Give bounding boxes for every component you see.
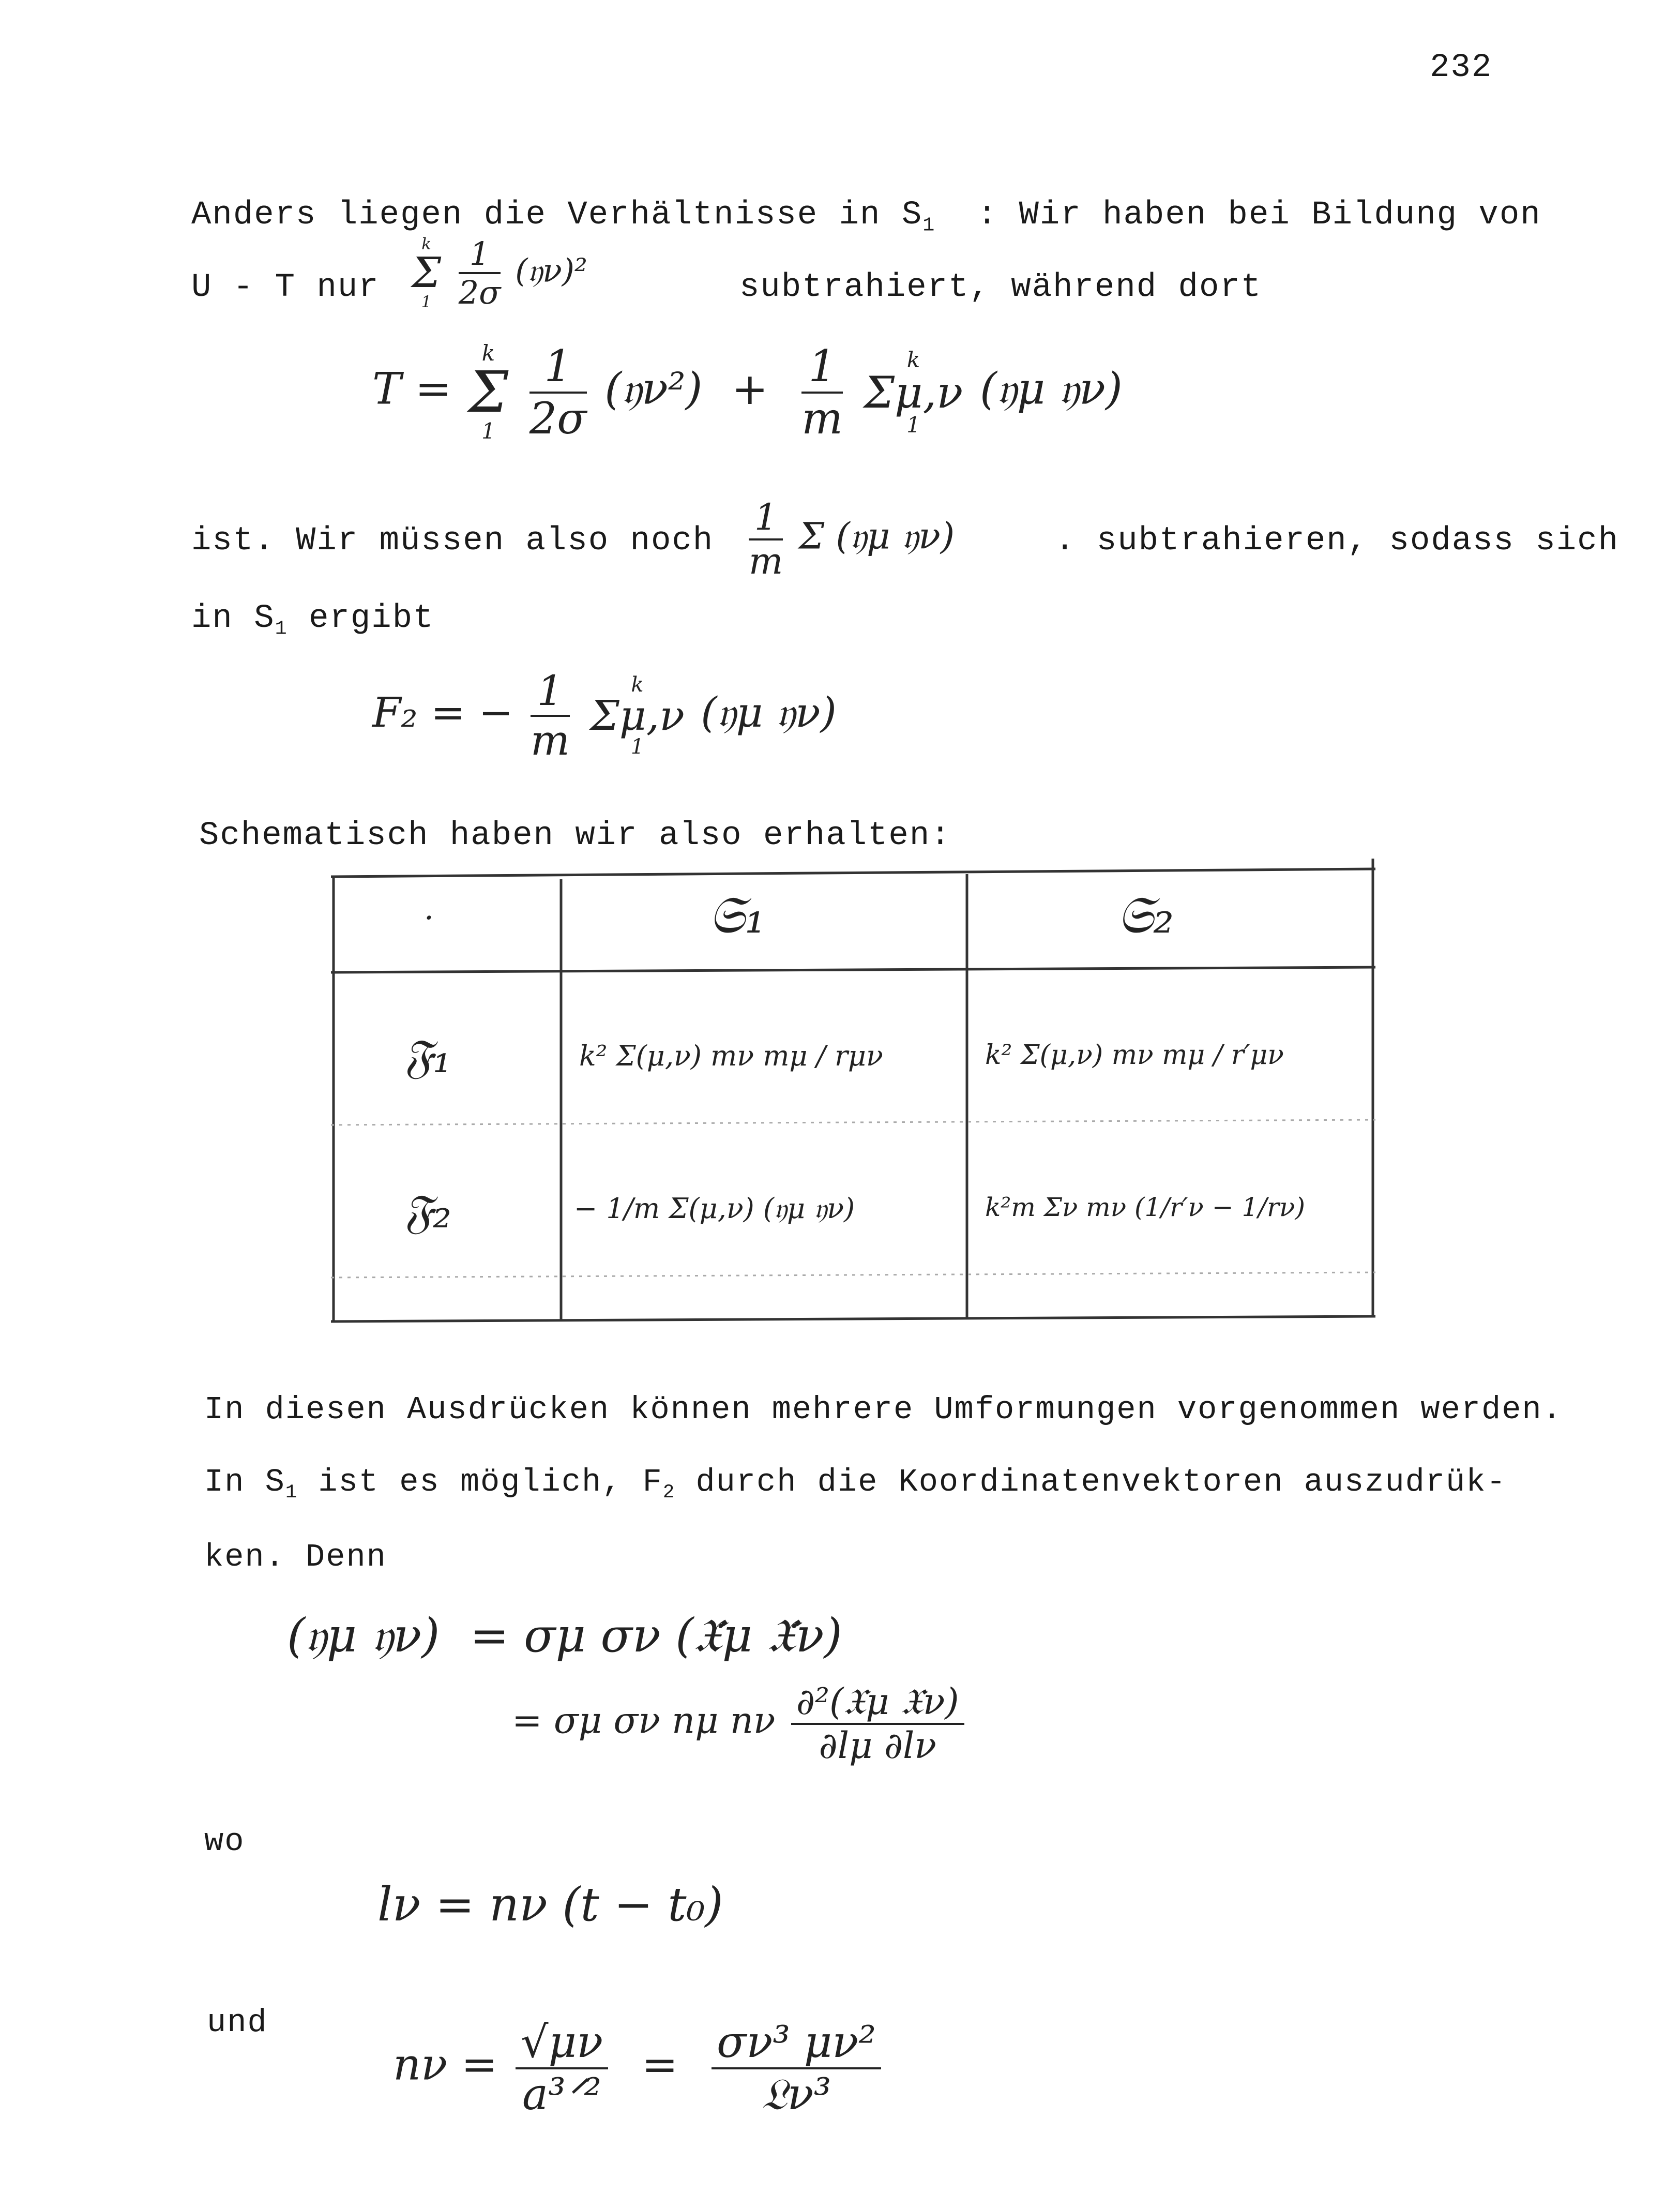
fraction-denominator: 2σ bbox=[529, 393, 587, 444]
text-wo: wo bbox=[204, 1823, 245, 1860]
n-nu-equals: nν = bbox=[393, 2039, 498, 2090]
table-header-s2: 𝔖₂ bbox=[1117, 884, 1174, 945]
fraction-denominator: m bbox=[530, 716, 570, 764]
table-cell-F1-S1: k² Σ(μ,ν) mν mμ / rμν bbox=[579, 1040, 883, 1072]
s1-subscript: 1 bbox=[285, 1482, 298, 1504]
equation-2-prefix: = σμ σν nμ nν bbox=[512, 1699, 776, 1742]
text-line-4-start: in S bbox=[191, 600, 275, 637]
text-line-4-end: ergibt bbox=[309, 600, 434, 637]
sum-lower-limit: 1 bbox=[481, 418, 495, 444]
table-row-label-F1: 𝔉₁ bbox=[403, 1029, 452, 1084]
equation-2-numerator: ∂²(𝔛μ 𝔛ν) bbox=[791, 1681, 964, 1725]
text-line-3-end: . subtrahieren, sodass sich bbox=[1055, 522, 1619, 560]
fraction-denominator: m bbox=[749, 539, 783, 582]
equation-l-nu: lν = nν (t − t₀) bbox=[377, 1877, 723, 1932]
sum-upper-limit: k bbox=[631, 673, 644, 697]
sum-sign: Σ bbox=[468, 359, 509, 425]
fraction-numerator: 1 bbox=[801, 341, 843, 394]
fraction-denominator: m bbox=[801, 393, 843, 444]
y-mu-y-nu: (𝔶μ 𝔶ν) bbox=[836, 515, 955, 558]
text-line-7-middle: ist es möglich, F bbox=[318, 1464, 663, 1500]
text-und: und bbox=[207, 2004, 268, 2041]
y-mu-y-nu: (𝔶μ 𝔶ν) bbox=[701, 688, 837, 737]
table-cell-F2-S2: k²m Σν mν (1/r′ν − 1/rν) bbox=[985, 1192, 1305, 1222]
fraction-numerator: 1 bbox=[529, 341, 587, 394]
sum-lower-limit: 1 bbox=[421, 292, 432, 311]
sum-sign: Σμ,ν bbox=[590, 692, 685, 740]
f2-subscript: 2 bbox=[662, 1482, 676, 1504]
text-line-3-start: ist. Wir müssen also noch bbox=[191, 522, 714, 560]
s1-subscript: 1 bbox=[922, 214, 936, 237]
sum-lower-limit: 1 bbox=[630, 735, 644, 759]
sum-sign: Σ bbox=[798, 515, 825, 558]
text-line-7-end: durch die Koordinatenvektoren auszudrük- bbox=[695, 1464, 1507, 1500]
sum-upper-limit: k bbox=[906, 347, 920, 372]
fraction-numerator: 1 bbox=[749, 497, 783, 540]
table-corner-mark: · bbox=[424, 900, 434, 936]
sum-lower-limit: 1 bbox=[906, 412, 920, 438]
text-line-2-end: subtrahiert, während dort bbox=[739, 269, 1262, 306]
sum-upper-limit: k bbox=[481, 340, 495, 366]
text-line-1-end: : Wir haben bei Bildung von bbox=[977, 197, 1541, 234]
fraction-denominator-L: 𝔏ν³ bbox=[761, 2068, 831, 2120]
y-mu-y-nu: (𝔶μ 𝔶ν) bbox=[980, 363, 1123, 414]
table-header-s1: 𝔖₁ bbox=[708, 884, 766, 945]
text-line-7 bbox=[204, 1464, 1507, 1504]
y-nu-squared: (𝔶ν)² bbox=[515, 251, 587, 290]
plus-sign: + bbox=[732, 363, 768, 414]
equation-2-denominator: ∂lμ ∂lν bbox=[819, 1724, 936, 1767]
equation-1-rhs: = σμ σν (𝔛̇μ 𝔛̇ν) bbox=[470, 1609, 842, 1663]
s1-subscript: 1 bbox=[275, 617, 288, 640]
sum-sign: Σμ,ν bbox=[864, 367, 963, 418]
y-nu-squared-term: (𝔶ν²) bbox=[604, 363, 703, 414]
fraction-denominator: 2σ bbox=[458, 274, 501, 312]
equation-2 bbox=[512, 1681, 968, 1766]
fraction-numerator-sigma-mu: σν³ μν² bbox=[712, 2017, 881, 2069]
fraction-numerator-sqrt-mu: √μν bbox=[516, 2017, 608, 2069]
equation-n-nu bbox=[393, 2017, 885, 2119]
sum-sign: Σ bbox=[412, 249, 441, 297]
text-line-2-start: U - T nur bbox=[191, 269, 380, 306]
text-line-7-start: In S bbox=[204, 1464, 285, 1500]
table-cell-F2-S1: − 1/m Σ(μ,ν) (𝔶μ 𝔶ν) bbox=[574, 1192, 855, 1225]
sum-upper-limit: k bbox=[421, 235, 431, 253]
F2-equals: F₂ = − bbox=[372, 688, 513, 737]
text-line-8: ken. Denn bbox=[204, 1539, 387, 1575]
table-row-label-F2: 𝔉₂ bbox=[403, 1184, 452, 1239]
text-line-5: Schematisch haben wir also erhalten: bbox=[199, 817, 951, 854]
table-cell-F1-S2: k² Σ(μ,ν) mν mμ / r′μν bbox=[985, 1040, 1284, 1071]
equation-1 bbox=[287, 1609, 842, 1663]
page-number: 232 bbox=[1430, 49, 1493, 86]
fraction-denominator-a: a³ᐟ² bbox=[522, 2068, 602, 2120]
equation-1-lhs: (𝔶μ 𝔶ν) bbox=[287, 1609, 440, 1663]
equals-sign: = bbox=[641, 2039, 678, 2090]
text-line-1-start: Anders liegen die Verhältnisse in S bbox=[191, 197, 923, 234]
text-line-6: In diesen Ausdrücken können mehrere Umformungen vorgenommen werden. bbox=[204, 1391, 1563, 1428]
fraction-numerator: 1 bbox=[531, 667, 570, 717]
T-equals: T = bbox=[372, 363, 452, 414]
fraction-numerator: 1 bbox=[459, 235, 501, 274]
